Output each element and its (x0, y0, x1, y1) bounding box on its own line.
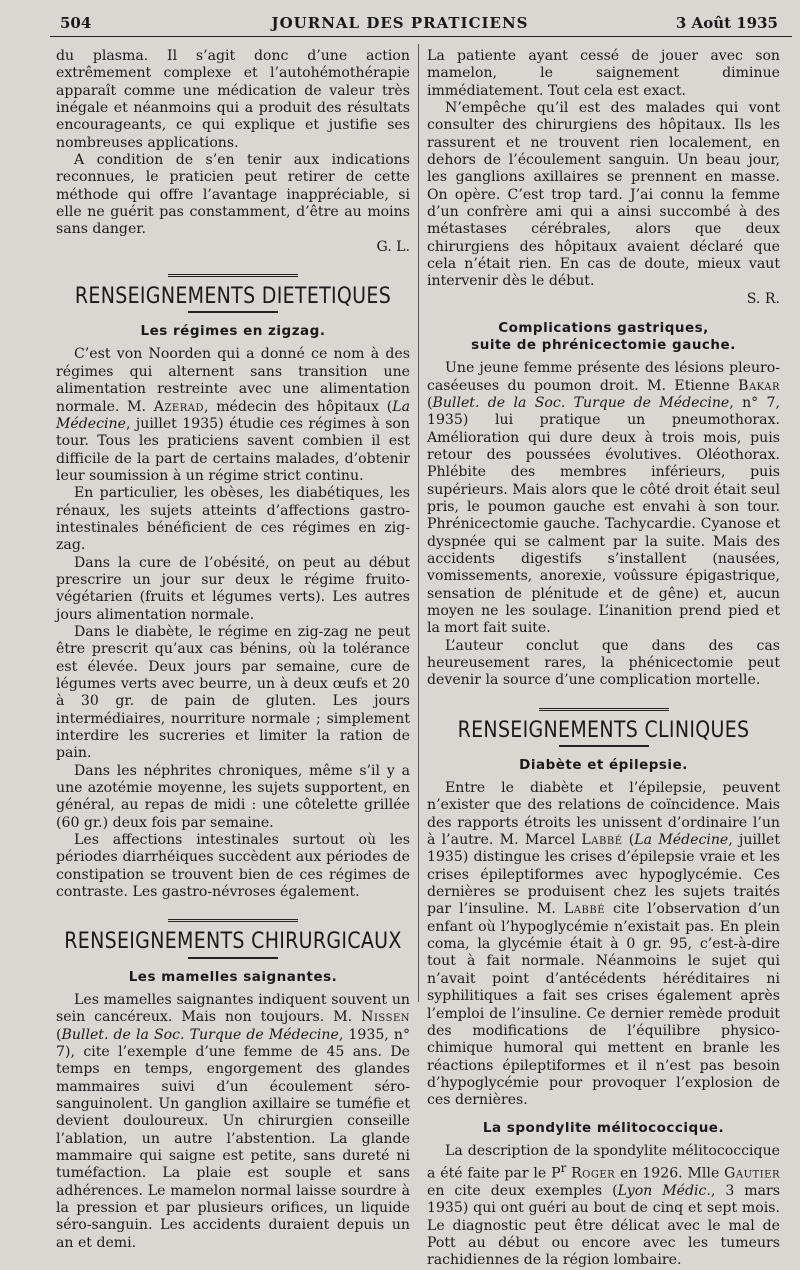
article-title: Diabète et épilepsie. (519, 757, 688, 774)
section-title: RENSEIGNEMENTS CHIRURGICAUX (64, 928, 402, 955)
left-column (56, 48, 410, 1252)
article-paragraph: Dans la cure de l’obésité, on peut au début prescrire un jour sur deux le régime fruito-végétarien (fruits et légumes verts). Les autres jours alimentation normale. (56, 554, 410, 623)
article-paragraph: Entre le diabète et l’épilepsie, peuvent n’exister que des relations de coïncidence. Mais des rapports étroits les unissent d’ordinaire l’un à l’autre. M. Marcel Labbé (La Médecine, juillet 1935) distingue les crises d’épilepsie vraie et les crises épileptiformes avec hypoglycémie. Ces dernières se produisent chez les sujets traités par l’insuline. M. Labbé cite l’observation d’un enfant où l’hypoglycémie n’existait pas. En plein coma, la glycémie était à 0 gr. 95, c’est-à-dire tout à fait normale. Néanmoins le sujet qui n’avait point d’antécédents héréditaires ni syphilitiques a fait ses crises également après l’emploi de l’insuline. Ce dernier remède produit des modifications de l’équilibre physico-chimique humoral qui mettent en branle les réactions épileptiformes et il n’est pas besoin d’hypoglycémie pour provoquer l’explosion de ces dernières. (427, 780, 781, 1109)
section-rule (539, 708, 669, 714)
journal-title: JOURNAL DES PRATICIENS (271, 14, 529, 32)
article-paragraph: L’auteur conclut que dans des cas heureusement rares, la phénicectomie peut devenir la source d’une complication mortelle. (427, 637, 780, 689)
section-rule (168, 919, 298, 925)
journal-reference: Bullet. de la Soc. Turque de Médecine (61, 1026, 339, 1043)
author-name: Azerad (153, 398, 204, 415)
article-paragraph: Les affections intestinales surtout où les périodes diarrhéiques succèdent aux périodes de constipation se trouvent bien de ces régimes de contraste. Les gastro-névroses également. (56, 832, 410, 901)
right-column (427, 48, 780, 1270)
article-paragraph: Une jeune femme présente des lésions pleuro-caséeuses du poumon droit. M. Etienne Bakar (Bullet. de la Soc. Turque de Médecine, n° 7, 1935) lui pratique un pneumothorax. Amélioration qui dure deux à trois mois, puis retour des poussées évolutives. Oléothorax. Phlébite des membres inférieurs, puis supérieurs. Mais alors que le côté droit était seul pris, le poumon gauche est envahi à son tour. Phrénicectomie gauche. Tachycardie. Cyanose et dyspnée qui se calment par la suite. Mais des accidents digestifs s’installent (nausées, vomissements, anorexie, voûssure épigastrique, sensation de plénitude et de gêne) et, aucun moyen ne les soulage. L’inanition prend pied et la mort fait suite. (427, 360, 780, 637)
page-number: 504 (60, 14, 92, 32)
section-rule (559, 745, 649, 747)
intro-paragraph: du plasma. Il s’agit donc d’une action extrêmement complexe et l’autohémothérapie apparaît comme une médication de valeur très inégale et néanmoins qui a produit des résultats encourageants, ce qui explique et justifie ses nombreuses applications. (56, 48, 410, 151)
article-title: Complications gastriques, suite de phrénicectomie gauche. (471, 320, 736, 354)
article-title: La spondylite mélitococcique. (482, 1119, 725, 1136)
article-title: Les mamelles saignantes. (128, 968, 338, 985)
article-paragraph: N’empêche qu’il est des malades qui vont consulter des chirurgiens des hôpitaux. Ils les rassurent et ne trouvent rien localement, en dehors de l’écoulement sanguin. Un beau jour, les ganglions axillaires se prennent en masse. On opère. C’est trop tard. J’ai connu la femme d’un confrère ami qui a ainsi succombé à des métastases cérébrales, alors que deux chirurgiens des hôpitaux avaient déclaré que cela n’était rien. En cas de doute, mieux vaut intervenir dès le début. (427, 100, 780, 290)
author-name: Labbé (581, 832, 623, 849)
article-paragraph: Dans les néphrites chroniques, même s’il y a une azotémie moyenne, les sujets supportent, en général, au repas de midi : une côtelette grillée (60 gr.) deux fois par semaine. (56, 762, 410, 831)
section-title: RENSEIGNEMENTS CLINIQUES (457, 716, 750, 743)
author-name: Roger (571, 1165, 616, 1182)
article-paragraph: En particulier, les obèses, les diabétiques, les rénaux, les sujets atteints d’affections gastro-intestinales bénéficient de ces régimes en zig-zag. (56, 485, 410, 554)
section-rule (188, 311, 278, 313)
article-paragraph: Dans le diabète, le régime en zig-zag ne peut être prescrit qu’aux cas bénins, où la tolérance est élevée. Deux jours par semaine, cure de légumes verts avec beurre, un à deux œufs et 20 à 30 gr. de pain de gluten. Les jours intermédiaires, nourriture normale ; simplement interdire les sucreries et limiter la ration de pain. (56, 623, 410, 762)
journal-reference: Bullet. de la Soc. Turque de Médecine (432, 394, 730, 411)
issue-date: 3 Août 1935 (675, 14, 778, 32)
page-header (0, 0, 800, 38)
column-divider (418, 44, 419, 1002)
intro-paragraph: A condition de s’en tenir aux indications reconnues, le praticien peut retirer de cette méthode qui offre l’avantage inappréciable, si elle ne guérit pas constamment, d’être au moins sans danger. (56, 152, 410, 238)
section-heading (56, 919, 410, 958)
section-heading (56, 274, 410, 313)
article-paragraph: La patiente ayant cessé de jouer avec son mamelon, le saignement diminue immédiatement. Tout cela est exact. (427, 48, 780, 99)
section-rule (188, 957, 278, 959)
section-title: RENSEIGNEMENTS DIETETIQUES (74, 283, 392, 309)
author-name: Nissen (361, 1009, 410, 1026)
section-heading (427, 708, 780, 747)
article-paragraph: Les mamelles saignantes indiquent souvent un sein cancéreux. Mais non toujours. M. Nissen (Bullet. de la Soc. Turque de Médecine, 1935, n° 7), cite l’exemple d’une femme de 45 ans. De temps en temps, engorgement des glandes mammaires suivi d’un écoulement séro-sanguinolent. Un ganglion axillaire se tuméfie et devient douloureux. Un chirurgien conseille l’ablation, un autre l’abstention. La glande mammaire qui saigne est petite, sans dureté ni tuméfaction. La plaie est souple et sans adhérences. Le mamelon normal laisse sourdre à la pression et par plusieurs orifices, un liquide séro-sanguin. Les accidents duraient depuis un an et demi. (56, 991, 410, 1251)
author-name: Labbé (563, 901, 605, 918)
journal-reference: La Médecine (634, 832, 729, 849)
section-rule (168, 274, 298, 280)
header-rule (50, 36, 792, 37)
author-name: Gautier (724, 1165, 780, 1182)
journal-reference: La Médecine (56, 398, 410, 432)
journal-reference: Lyon Médic. (617, 1182, 711, 1199)
article-paragraph: La description de la spondylite mélitococcique a été faite par le $P^r$ Roger en 1926. Mlle Gautier en cite deux exemples (Lyon Médic., 3 mars 1935) qui ont guéri au bout de cinq et sept mois. Le diagnostic peut être délicat avec le mal de Pott au début ou encore avec les tumeurs rachidiennes de la région lombaire. (427, 1142, 780, 1269)
author-signature: S. R. (746, 290, 780, 307)
author-signature: G. L. (376, 238, 410, 255)
article-paragraph: C’est von Noorden qui a donné ce nom à des régimes qui alternent sans transition une alimentation restreinte avec une alimentation normale. M. Azerad, médecin des hôpitaux (La Médecine, juillet 1935) étudie ces régimes à son tour. Tous les praticiens savent combien il est difficile de la part de certains malades, d’obtenir leur soumission à un régime strict continu. (56, 346, 410, 484)
article-title: Les régimes en zigzag. (140, 323, 326, 340)
author-name: Bakar (738, 377, 780, 394)
